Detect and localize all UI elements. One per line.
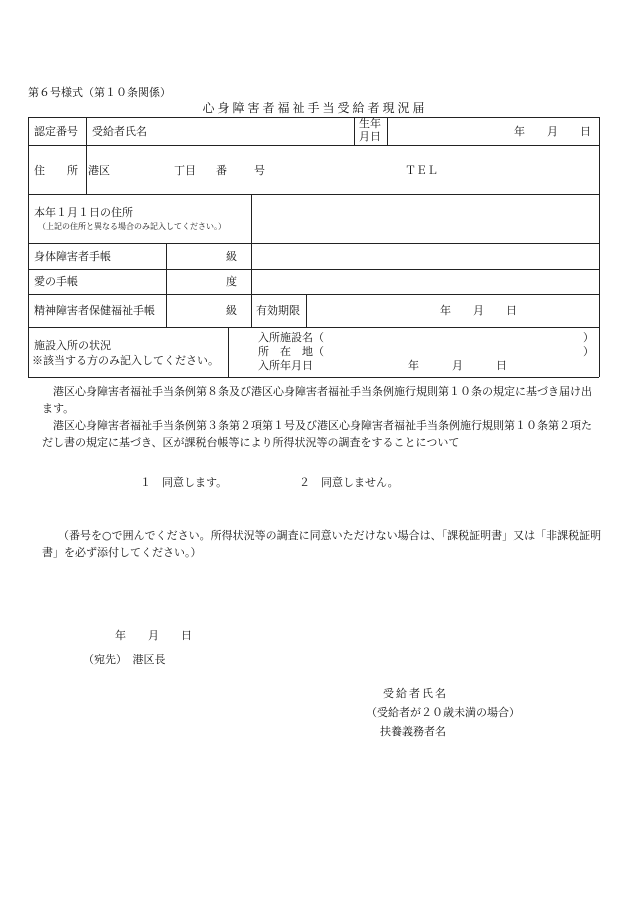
admission-date-field[interactable]: 年 月 日 — [408, 359, 507, 372]
form-title: 心身障害者福祉手当受給者現況届 — [202, 101, 428, 115]
facility-location-label: 所 在 地（ — [258, 345, 324, 358]
guardian-signature-label: 扶養義務者名 — [380, 725, 446, 738]
facility-status-note: ※該当する方のみ記入してください。 — [32, 354, 219, 367]
address-label: 住 所 — [34, 164, 78, 177]
grade-do-label: 度 — [226, 275, 237, 288]
form-number: 第６号様式（第１０条関係） — [28, 86, 171, 99]
recipient-name-label: 受給者氏名 — [92, 125, 147, 138]
consent-option-disagree[interactable]: ２ 同意しません。 — [299, 476, 399, 489]
report-table — [28, 117, 599, 377]
facility-status-label: 施設入所の状況 — [34, 339, 111, 352]
jan1-address-label: 本年１月１日の住所 — [34, 206, 133, 219]
consent-option-agree[interactable]: １ 同意します。 — [140, 476, 228, 489]
ward-label: 港区 — [88, 164, 110, 177]
facility-name-close: ） — [583, 331, 594, 344]
chome-label: 丁目 — [174, 164, 196, 177]
recipient-signature-label: 受給者氏名 — [383, 687, 448, 700]
dob-date-field[interactable]: 年 月 日 — [514, 125, 591, 138]
tel-label: ＴＥＬ — [405, 164, 438, 177]
consent-paragraph: 港区心身障害者福祉手当条例第３条第２項第１号及び港区心身障害者福祉手当条例施行規則第１０条第２項ただし書の規定に基づき、区が課税台帳等により所得状況等の調査をすることについて — [42, 419, 592, 449]
instruction-note: （番号を○で囲んでください。所得状況等の調査に同意いただけない場合は、「課税証明書」又は「非課税証明書」を必ず添付してください。） — [42, 529, 602, 559]
jan1-address-note: （上記の住所と異なる場合のみ記入してください。） — [38, 222, 226, 231]
mental-notebook-label: 精神障害者保健福祉手帳 — [34, 304, 155, 317]
dob-label-2: 月日 — [359, 130, 381, 143]
declaration-paragraph: 港区心身障害者福祉手当条例第８条及び港区心身障害者福祉手当条例施行規則第１０条の規定に基づき届け出ます。 — [42, 385, 592, 415]
dob-label-1: 生年 — [359, 117, 381, 130]
cert-number-label: 認定番号 — [34, 125, 78, 138]
validity-label: 有効期限 — [256, 304, 300, 317]
grade-kyu-label-2: 級 — [226, 304, 237, 317]
submission-date[interactable]: 年 月 日 — [115, 629, 192, 642]
ai-notebook-label: 愛の手帳 — [34, 275, 78, 288]
validity-date-field[interactable]: 年 月 日 — [440, 304, 517, 317]
ban-label: 番 — [216, 164, 227, 177]
facility-location-close: ） — [583, 345, 594, 358]
physical-notebook-label: 身体障害者手帳 — [34, 250, 111, 263]
addressee: （宛先） 港区長 — [83, 653, 166, 666]
admission-date-label: 入所年月日 — [258, 359, 313, 372]
go-label: 号 — [254, 164, 265, 177]
minor-note: （受給者が２０歳未満の場合） — [366, 706, 520, 719]
facility-name-label: 入所施設名（ — [258, 331, 324, 344]
grade-kyu-label: 級 — [226, 250, 237, 263]
